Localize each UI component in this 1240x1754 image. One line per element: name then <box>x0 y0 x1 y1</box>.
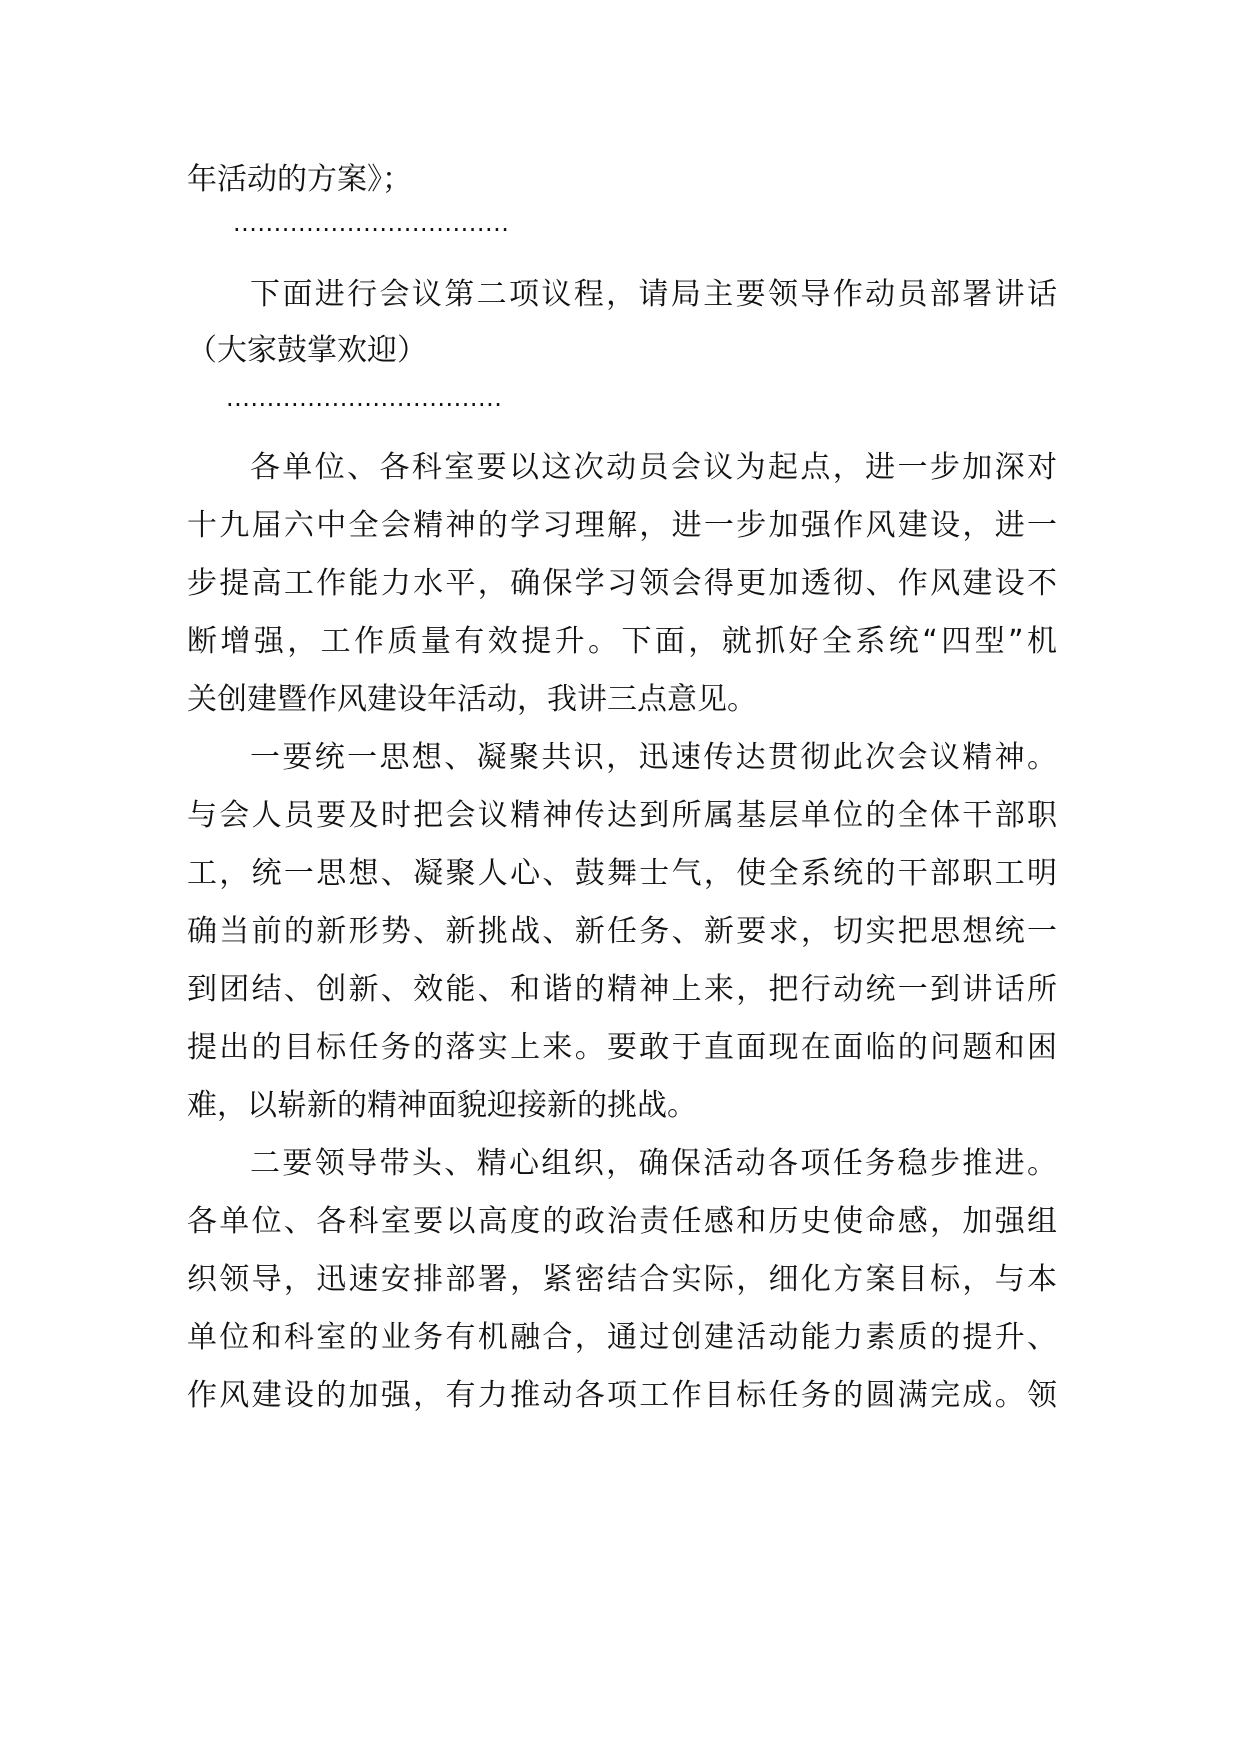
text-line: 单位和科室的业务有机融合，通过创建活动能力素质的提升、 <box>187 1320 1057 1355</box>
text-line: 确当前的新形势、新挑战、新任务、新要求，切实把思想统一 <box>187 914 1057 949</box>
text-line: 到团结、创新、效能、和谐的精神上来，把行动统一到讲话所 <box>187 972 1057 1007</box>
text-line: 年活动的方案》； <box>187 162 412 197</box>
text-line: 与会人员要及时把会议精神传达到所属基层单位的全体干部职 <box>187 798 1057 833</box>
paragraph-first-line: 一要统一思想、凝聚共识，迅速传达贯彻此次会议精神。 <box>250 740 1057 775</box>
text-line: 断增强，工作质量有效提升。下面，就抓好全系统“四型”机 <box>187 624 1057 659</box>
paragraph-first-line: 二要领导带头、精心组织，确保活动各项任务稳步推进。 <box>250 1146 1057 1181</box>
text-line: 工，统一思想、凝聚人心、鼓舞士气，使全系统的干部职工明 <box>187 856 1057 891</box>
text-line: 作风建设的加强，有力推动各项工作目标任务的圆满完成。领 <box>187 1378 1057 1413</box>
paragraph-first-line: 各单位、各科室要以这次动员会议为起点，进一步加深对 <box>250 450 1057 485</box>
text-line: 关创建暨作风建设年活动，我讲三点意见。 <box>187 682 757 717</box>
text-line: 织领导，迅速安排部署，紧密结合实际，细化方案目标，与本 <box>187 1262 1057 1297</box>
ellipsis-separator: ·································· <box>233 216 510 244</box>
text-line: 提出的目标任务的落实上来。要敢于直面现在面临的问题和困 <box>187 1030 1057 1065</box>
paragraph-first-line: 下面进行会议第二项议程，请局主要领导作动员部署讲话 <box>250 277 1057 312</box>
text-line: （大家鼓掌欢迎） <box>187 333 427 368</box>
text-line: 难，以崭新的精神面貌迎接新的挑战。 <box>187 1088 697 1123</box>
ellipsis-separator: ·································· <box>226 391 503 419</box>
text-line: 步提高工作能力水平，确保学习领会得更加透彻、作风建设不 <box>187 566 1057 601</box>
text-line: 各单位、各科室要以高度的政治责任感和历史使命感，加强组 <box>187 1204 1057 1239</box>
text-line: 十九届六中全会精神的学习理解，进一步加强作风建设，进一 <box>187 508 1057 543</box>
